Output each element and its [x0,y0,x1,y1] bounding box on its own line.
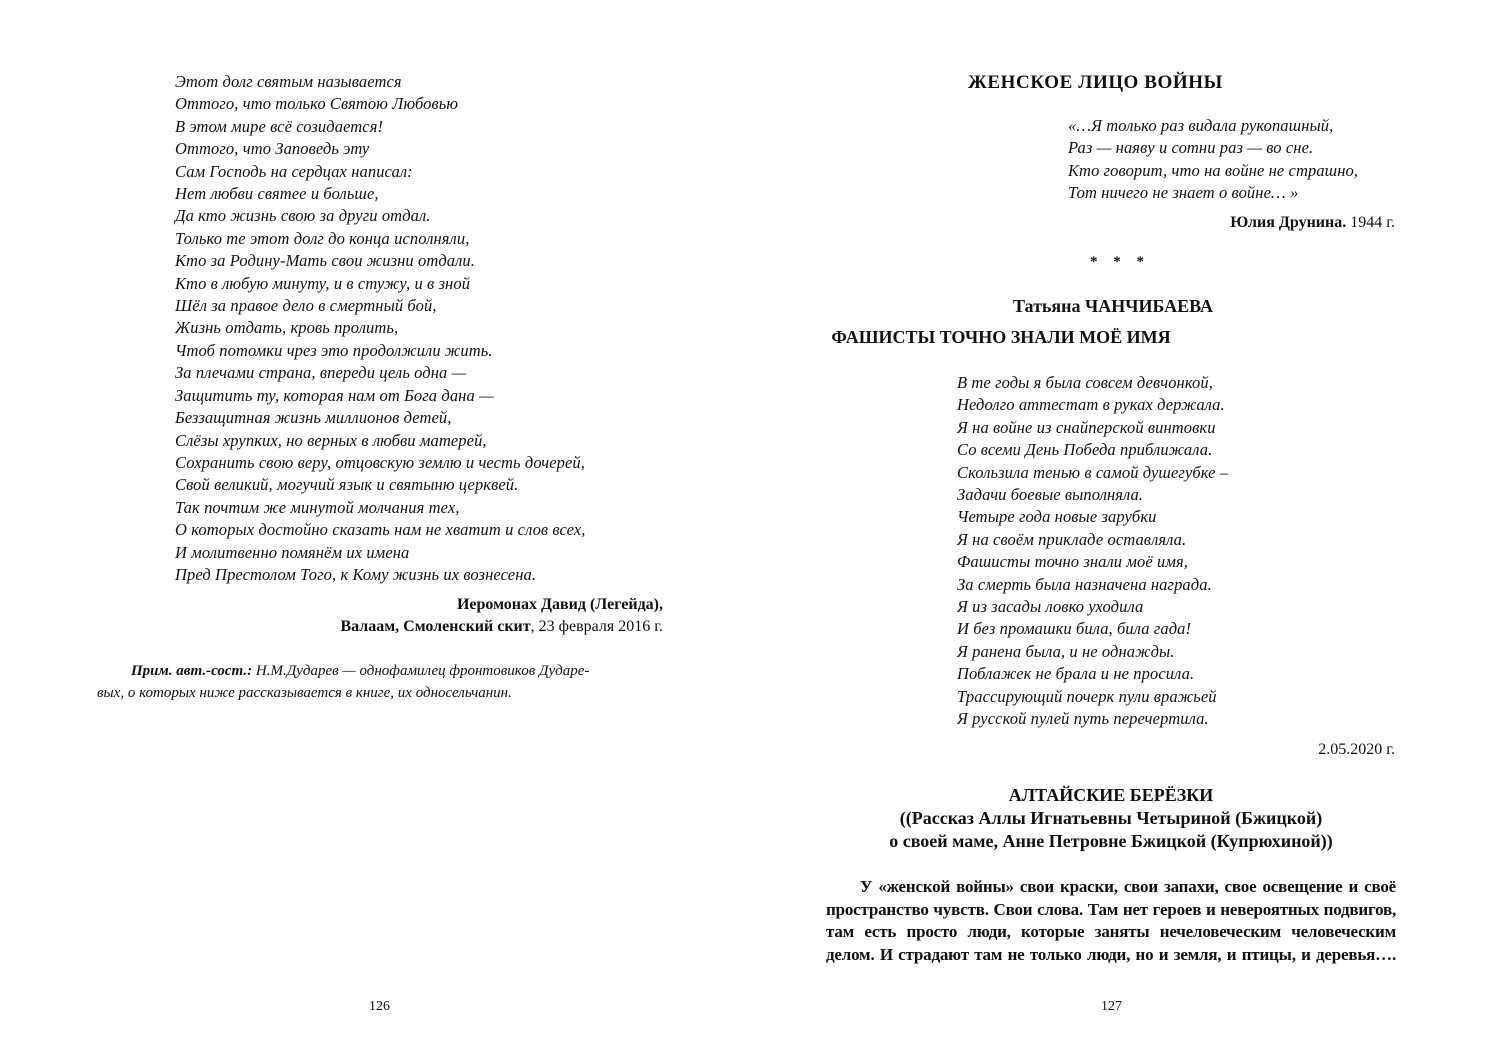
poem-line: Кто в любую минуту, и в стужу, и в зной [175,273,471,293]
poem-line: Защитить ту, которая нам от Бога дана — [175,385,494,405]
poem-line: Только те этот долг до конца исполняли, [175,228,470,248]
separator-stars: * * * [1090,254,1150,270]
poem-line: Я на своём прикладе оставляла. [957,529,1187,549]
note-label: Прим. авт.-сост. [131,663,248,679]
poem-line: Свой великий, могучий язык и святыню церквей. [175,475,519,495]
poem-line: Чтоб потомки чрез это продолжили жить. [175,340,493,360]
poem-line: Этот долг святым называется [175,72,402,91]
note-text: Н.М.Дударев — однофамилец фронтовиков Дударе- [252,663,590,679]
author-note: Прим. авт.-сост.: Н.М.Дударев — однофамилец фронтовиков Дударе- вых, о которых ниже рассказывается в книге, их односельчанин. [97,660,663,704]
epigraph-signature [1230,214,1395,232]
story-line: пространство чувств. Свои слова. Там нет героев и невероятных подвигов, [826,899,1396,919]
poem-line: Я на войне из снайперской винтовки [957,417,1216,437]
poem-date: 2.05.2020 г. [1318,741,1395,758]
poem-line: Оттого, что Заповедь эту [175,139,370,159]
poem-line: Нет любви святее и больше, [175,184,379,204]
poem-author: Татьяна ЧАНЧИБАЕВА [1012,296,1214,316]
story-subtitle-line: ((Рассказ Аллы Игнатьевны Четыриной (Бжицкой) [899,808,1323,828]
right-page [746,0,1492,1058]
poem-line: Кто за Родину-Мать свои жизни отдали. [175,251,476,271]
story-paragraph [826,876,1396,966]
epigraph-line: Раз — наяву и сотни раз — во сне. [1068,138,1314,158]
poem-signature [340,594,663,638]
poem-line: В те годы я была совсем девчонкой, [957,373,1213,392]
section-title: ЖЕНСКОЕ ЛИЦО ВОЙНЫ [968,72,1223,93]
poem-line: Слёзы хрупких, но верных в любви матерей, [175,430,487,450]
poem-line: Фашисты точно знали моё имя, [957,552,1188,572]
poem-line: И без промашки била, била гада! [957,619,1192,639]
poem-line: Да кто жизнь свою за други отдал. [175,206,431,226]
poem-line: Четыре года новые зарубки [957,507,1157,527]
poem-line: О которых достойно сказать нам не хватит и слов всех, [175,520,586,540]
poem-line: Шёл за правое дело в смертный бой, [175,296,437,316]
epigraph [1068,115,1358,205]
story-line: У «женской войны» свои краски, свои запахи, свое освещение и своё [860,877,1396,896]
poem-title: ФАШИСТЫ ТОЧНО ЗНАЛИ МОЁ ИМЯ [831,327,1171,347]
poem-line: Пред Престолом Того, к Кому жизнь их вознесена. [175,564,537,584]
poem-line: Со всеми День Победа приближала. [957,440,1213,460]
poem-line: Я из засады ловко уходила [957,597,1144,617]
poem-line: Я русской пулей путь перечертила. [957,709,1209,729]
poem-line: Так почтим же минутой молчания тех, [175,497,460,517]
signature-date: , 23 февраля 2016 г. [530,618,663,635]
poem-line: В этом мире всё созидается! [175,116,384,136]
page-number: 126 [369,999,390,1014]
page-number: 127 [1101,999,1122,1014]
poem-line: Беззащитная жизнь миллионов детей, [175,408,452,428]
poem-line: За смерть была назначена награда. [957,574,1212,594]
story-subtitle-line: о своей маме, Анне Петровне Бжицкой (Купрюхиной)) [889,831,1333,851]
poem-line: Трассирующий почерк пули вражьей [957,686,1217,706]
story-line: делом. И страдают там не только люди, но и земля, и птицы, и деревья…. [826,944,1396,964]
epigraph-line: Кто говорит, что на войне не страшно, [1068,160,1359,180]
poem-line: Сам Господь на сердцах написал: [175,161,413,181]
story-title: АЛТАЙСКИЕ БЕРЁЗКИ [1008,785,1214,805]
poem-line: Жизнь отдать, кровь пролить, [175,318,399,338]
poem-line: За плечами страна, впереди цель одна — [175,363,467,383]
poem-line: Сохранить свою веру, отцовскую землю и честь дочерей, [175,452,586,472]
poem-line: Оттого, что только Святою Любовью [175,94,459,114]
poem-line: Я ранена была, и не однажды. [957,641,1175,661]
poem-line: Задачи боевые выполняла. [957,485,1144,505]
story-line: там есть просто люди, которые заняты нечеловеческим человеческим [826,922,1396,941]
signature-author: Иеромонах Давид (Легейда), [456,596,663,613]
epigraph-line: Тот ничего не знает о войне… » [1068,183,1299,203]
poem-line: Поблажек не брала и не просила. [957,664,1195,684]
epigraph-year: 1944 г. [1346,214,1395,231]
epigraph-line: «…Я только раз видала рукопашный, [1068,116,1334,135]
poem-line: Скользила тенью в самой душегубке – [957,462,1229,482]
epigraph-author: Юлия Друнина. [1230,214,1347,231]
note-text-continued: вых, о которых ниже рассказывается в книге, их односельчанин. [97,685,512,701]
poem-line: И молитвенно помянём их имена [175,542,410,562]
signature-place: Валаам, Смоленский скит [340,618,531,635]
poem-line: Недолго аттестат в руках держала. [957,395,1225,415]
poem [957,372,1228,731]
